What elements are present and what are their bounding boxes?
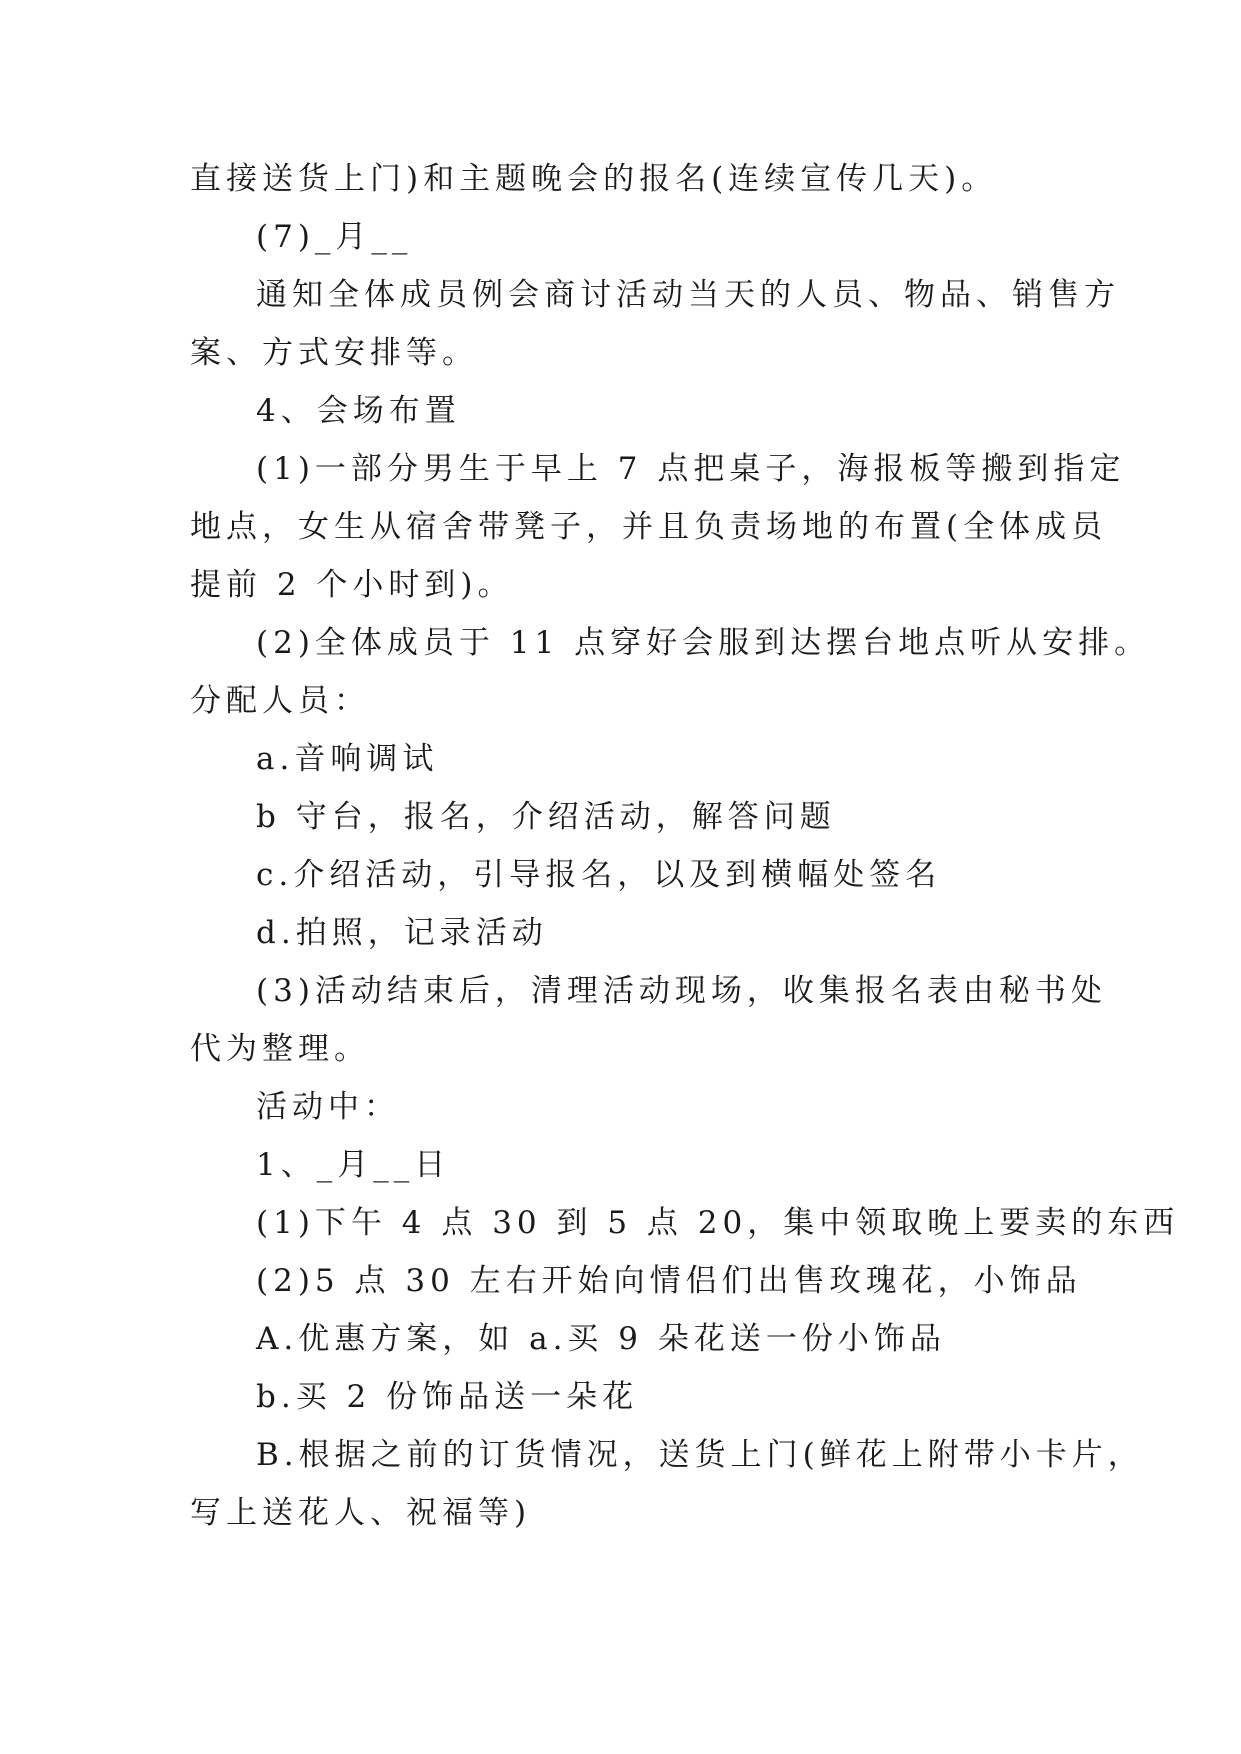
document-body bbox=[190, 150, 1180, 1542]
text-line: c.介绍活动，引导报名，以及到横幅处签名 bbox=[256, 857, 942, 893]
text-line: 1、_月__日 bbox=[256, 1147, 451, 1183]
text-line: 地点，女生从宿舍带凳子，并且负责场地的布置(全体成员 bbox=[190, 509, 1108, 545]
text-line: (1)下午 4 点 30 到 5 点 20，集中领取晚上要卖的东西 bbox=[256, 1205, 1180, 1241]
text-line: d.拍照，记录活动 bbox=[256, 915, 548, 951]
text-line: (2)5 点 30 左右开始向情侣们出售玫瑰花，小饰品 bbox=[256, 1263, 1082, 1299]
text-line: b 守台，报名，介绍活动，解答问题 bbox=[256, 799, 836, 835]
text-line: 活动中： bbox=[256, 1089, 400, 1125]
text-line: (7)_月__ bbox=[256, 219, 413, 255]
text-line: 代为整理。 bbox=[190, 1031, 370, 1067]
text-line: A.优惠方案，如 a.买 9 朵花送一份小饰品 bbox=[256, 1321, 946, 1357]
text-line: a.音响调试 bbox=[256, 741, 439, 777]
text-line: 案、方式安排等。 bbox=[190, 335, 478, 371]
text-line: 通知全体成员例会商讨活动当天的人员、物品、销售方 bbox=[256, 277, 1120, 313]
text-line: 写上送花人、祝福等) bbox=[190, 1495, 532, 1531]
text-line: 4、会场布置 bbox=[256, 393, 461, 429]
text-line: (2)全体成员于 11 点穿好会服到达摆台地点听从安排。 bbox=[256, 625, 1151, 661]
text-line: b.买 2 份饰品送一朵花 bbox=[256, 1379, 639, 1415]
text-line: (1)一部分男生于早上 7 点把桌子，海报板等搬到指定 bbox=[256, 451, 1126, 487]
text-line: (3)活动结束后，清理活动现场，收集报名表由秘书处 bbox=[256, 973, 1107, 1009]
text-line: B.根据之前的订货情况，送货上门(鲜花上附带小卡片， bbox=[256, 1437, 1144, 1473]
text-line: 提前 2 个小时到)。 bbox=[190, 567, 514, 603]
text-line: 分配人员： bbox=[190, 683, 370, 719]
text-line: 直接送货上门)和主题晚会的报名(连续宣传几天)。 bbox=[190, 161, 998, 197]
